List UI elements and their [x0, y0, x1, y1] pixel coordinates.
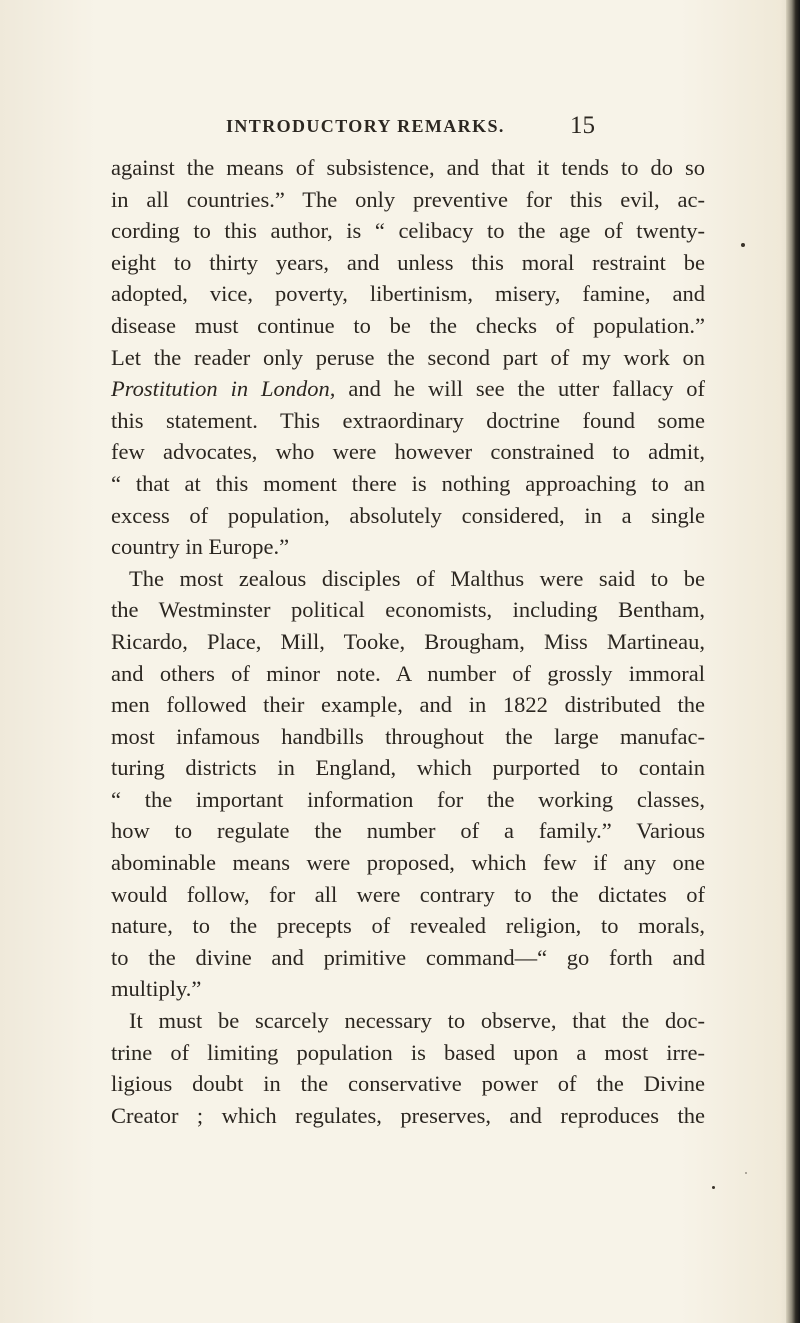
text-line: the Westminster political economists, including Bentham, [111, 597, 705, 623]
text-line: trine of limiting population is based upon a most irre- [111, 1039, 705, 1065]
speck [741, 243, 745, 247]
text-line: country in Europe.” [111, 534, 290, 560]
text-line: eight to thirty years, and unless this moral restraint be [111, 249, 705, 275]
text-line: disease must continue to be the checks of population.” [111, 312, 705, 338]
text-line-italic-title [111, 373, 705, 405]
paragraph-start: The most zealous disciples of Malthus were said to be [129, 565, 705, 591]
text-line: Ricardo, Place, Mill, Tooke, Brougham, Miss Martineau, [111, 628, 705, 654]
text-line: and others of minor note. A number of grossly immoral [111, 660, 705, 686]
text-line: to the divine and primitive command—“ go forth and [111, 944, 705, 970]
text-line: against the means of subsistence, and that it tends to do so [111, 155, 705, 180]
running-head: INTRODUCTORY REMARKS. [226, 116, 505, 136]
text-line: would follow, for all were contrary to the dictates of [111, 881, 705, 907]
page-number: 15 [570, 112, 595, 139]
text-line-rest: and he will see the utter fallacy of [335, 376, 705, 402]
text-line: “ that at this moment there is nothing approaching to an [111, 470, 705, 496]
text-line: most infamous handbills throughout the large manufac- [111, 723, 705, 749]
speck [712, 1186, 715, 1189]
page-edge-shadow [786, 0, 800, 1323]
page-header [0, 112, 800, 150]
text-line: multiply.” [111, 976, 202, 1002]
body-text [111, 152, 705, 1131]
paragraph-start: It must be scarcely necessary to observe, that the doc- [129, 1008, 705, 1034]
text-line: men followed their example, and in 1822 distributed the [111, 692, 705, 718]
text-line: Creator ; which regulates, preserves, and reproduces the [111, 1102, 705, 1128]
speck [745, 1172, 747, 1174]
text-line: how to regulate the number of a family.” Various [111, 818, 705, 844]
text-line: ligious doubt in the conservative power of the Divine [111, 1071, 705, 1097]
text-line: this statement. This extraordinary doctrine found some [111, 407, 705, 433]
text-line: adopted, vice, poverty, libertinism, misery, famine, and [111, 281, 705, 307]
text-line: excess of population, absolutely considered, in a single [111, 502, 705, 528]
text-line: cording to this author, is “ celibacy to the age of twenty- [111, 218, 705, 244]
text-line: abominable means were proposed, which few if any one [111, 850, 705, 876]
text-line: “ the important information for the working classes, [111, 786, 705, 812]
text-line: few advocates, who were however constrained to admit, [111, 439, 705, 465]
text-line: in all countries.” The only preventive for this evil, ac- [111, 186, 705, 212]
book-title-italic: Prostitution in London, [111, 376, 336, 402]
text-line: turing districts in England, which purported to contain [111, 755, 705, 781]
text-line: Let the reader only peruse the second part of my work on [111, 344, 705, 370]
text-line: nature, to the precepts of revealed religion, to morals, [111, 913, 705, 939]
